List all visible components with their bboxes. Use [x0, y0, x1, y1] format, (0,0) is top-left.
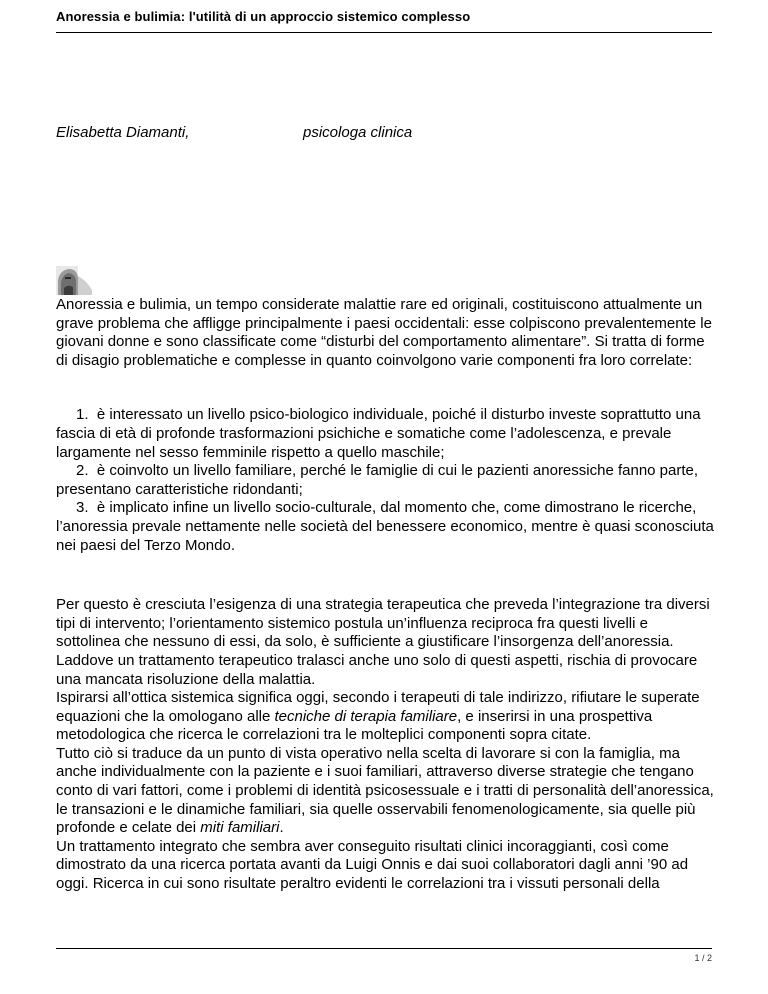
header-divider	[56, 32, 712, 33]
list-text: è interessato un livello psico-biologico individuale, poiché il disturbo investe soprattutto una fascia di età di profonde trasformazioni psichiche e somatiche come l’adolescenza, e prevale largamente nel sesso femminile rispetto a quello maschile;	[56, 406, 701, 461]
body-text: , e inserirsi in una prospettiva metodologica che ricerca le correlazioni tra le molteplici componenti sopra citate.	[56, 707, 653, 744]
body-paragraph	[56, 745, 714, 838]
emphasis-text: miti familiari	[200, 819, 280, 837]
footer-divider	[56, 948, 712, 949]
list-number: 2.	[76, 462, 89, 480]
list-item	[56, 406, 714, 462]
author-portrait-thumbnail	[56, 266, 102, 295]
body-paragraph: Un trattamento integrato che sembra aver conseguito risultati clinici incoraggianti, così come dimostrato da una ricerca portata avanti da Luigi Onnis e dai suoi collaboratori dagli anni ’90 ad oggi. Ricerca in cui sono risultate peraltro evidenti le correlazioni tra i vissuti personali della	[56, 837, 689, 893]
factor-list	[56, 406, 714, 555]
intro-paragraph: Anoressia e bulimia, un tempo considerate malattie rare ed originali, costituiscono attualmente un grave problema che affligge principalmente i paesi occidentali: esse colpiscono prevalentemente le giovani donne e sono classificate come “disturbi del comportamento alimentare”. Si tratta di forme di disagio problematiche e complesse in quanto coinvolgono varie componenti fra loro correlate:	[56, 296, 712, 369]
body-paragraph	[56, 689, 714, 745]
list-text: è implicato infine un livello socio-culturale, dal momento che, come dimostrano le ricerche, l’anoressia prevale nettamente nelle società del benessere economico, mentre è quasi sconosciuta nei paesi del Terzo Mondo.	[56, 499, 714, 554]
list-number: 3.	[76, 499, 89, 517]
author-name: Elisabetta Diamanti,	[56, 124, 190, 141]
body-text: Ispirarsi all’ottica sistemica significa oggi, secondo i terapeuti di tale indirizzo, rifiutare le superate equazioni che la omologano alle	[56, 689, 700, 725]
document-header-title: Anoressia e bulimia: l'utilità di un approccio sistemico complesso	[56, 9, 471, 24]
page-number: 1 / 2	[694, 953, 712, 963]
body-paragraph: Per questo è cresciuta l’esigenza di una strategia terapeutica che preveda l’integrazione tra diversi tipi di intervento; l’orientamento sistemico postula un’influenza reciproca fra questi livelli e sottolinea che nessuno di essi, da solo, è sufficiente a giustificare l’insorgenza dell’anoressia. Laddove un trattamento terapeutico tralasci anche uno solo di questi aspetti, rischia di provocare una mancata risoluzione della malattia.	[56, 596, 710, 688]
article-body	[56, 296, 714, 894]
list-item	[56, 499, 714, 555]
list-number: 1.	[76, 406, 89, 424]
author-role: psicologa clinica	[303, 124, 413, 141]
list-item	[56, 462, 714, 499]
body-text: Tutto ciò si traduce da un punto di vista operativo nella scelta di lavorare si con la famiglia, ma anche individualmente con la paziente e i suoi familiari, attraverso diverse strategie che tengano conto di vari fattori, come i problemi di identità psicosessuale e i tratti di personalità dell’anoressica, le transazioni e le dinamiche familiari, sia quelle osservabili fenomenologicamente, sia quelle più profonde e celate dei	[56, 744, 714, 837]
body-text: .	[279, 819, 284, 837]
list-text: è coinvolto un livello familiare, perché le famiglie di cui le pazienti anoressiche fanno parte, presentano caratteristiche ridondanti;	[56, 462, 699, 498]
emphasis-text: tecniche di terapia familiare	[274, 707, 458, 725]
